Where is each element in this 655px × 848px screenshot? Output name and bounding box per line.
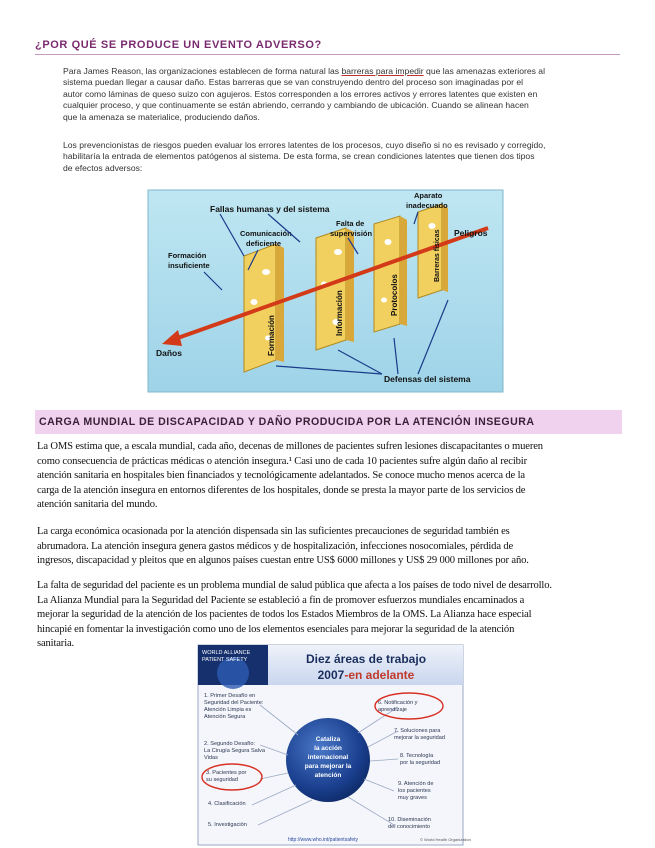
- area-9-line-1: 9. Atención de: [398, 781, 434, 787]
- figure-copyright: © World Health Organization: [420, 837, 471, 842]
- area-7-line-2: mejorar la seguridad: [394, 735, 445, 741]
- text-line: carga de la atención insegura en entornos diferentes de los hospitales, donde se presta la mayor parte de los servicios de: [37, 484, 526, 496]
- text-line: atención sanitaria en hospitales bien financiados y tecnológicamente adelantados. Se conoce mucho menos acerca de la: [37, 470, 525, 482]
- section-heading-band: [35, 410, 622, 434]
- area-6-line-1: 6. Notificación y: [378, 700, 418, 706]
- area-8-line-2: por la seguridad: [400, 760, 441, 766]
- text-line: Para James Reason, las organizaciones establecen de forma natural las barreras para impedir que las amenazas exteriores al: [63, 66, 545, 76]
- area-9-line-2: los pacientes: [398, 788, 431, 794]
- section-heading-evento-adverso: ¿POR QUÉ SE PRODUCE UN EVENTO ADVERSO?: [35, 39, 620, 55]
- label-formacion-insuficiente-1: Formación: [168, 251, 207, 260]
- area-2-line-1: 2. Segundo Desafío:: [204, 741, 256, 747]
- figure-title-line-2: 2007-en adelante: [317, 668, 415, 682]
- logo-line-1: WORLD ALLIANCE: [202, 650, 251, 656]
- text-line: ingresos, discapacidad y pleitos que en algunos países cuestan entre US$ 6000 millones y US$ 29 000 millones por año.: [37, 555, 529, 567]
- center-line-3: internacional: [307, 754, 349, 761]
- text-line: hincapié en fomentar la investigación como uno de los elementos esenciales para mejorar la seguridad de la atención: [37, 623, 515, 635]
- area-7-line-1: 7. Soluciones para: [394, 728, 441, 734]
- prevencionistas-paragraph: [63, 140, 583, 174]
- label-aparato-1: Aparato: [414, 191, 443, 200]
- area-2-line-2: La Cirugía Segura Salva: [204, 748, 265, 754]
- area-1-line-2: Seguridad del Paciente:: [204, 700, 264, 706]
- reason-paragraph: [63, 66, 583, 123]
- slice-label-formacion: Formación: [267, 315, 276, 356]
- text-line: que la amenaza se materialice, produciendo daños.: [63, 111, 260, 122]
- slice-label-barreras: Barreras físicas: [434, 229, 441, 282]
- text-line: abrumadora. La atención insegura genera gastos médicos y de hospitalización, infecciones nosocomiales, pérdida de: [37, 540, 514, 552]
- area-4-line-1: 4. Clasificación: [208, 801, 246, 807]
- center-line-1: Cataliza: [315, 736, 341, 743]
- text-line: de efectos adversos:: [63, 162, 143, 173]
- area-1-line-3: Atención Limpia es: [204, 707, 252, 713]
- text-line: La OMS estima que, a escala mundial, cada año, decenas de millones de pacientes sufren lesiones discapacitantes o mueren: [37, 441, 543, 452]
- figure-url: http://www.who.int/patientsafety: [288, 837, 359, 843]
- label-fallas-humanas: Fallas humanas y del sistema: [210, 204, 330, 214]
- center-line-4: para mejorar la: [304, 763, 352, 770]
- label-comunicacion-1: Comunicación: [240, 229, 292, 238]
- center-line-2: la acción: [314, 745, 342, 752]
- label-falta-supervision-1: Falta de: [336, 219, 365, 228]
- label-defensas: Defensas del sistema: [384, 374, 471, 384]
- oms-paragraph: [37, 440, 620, 513]
- text-line: autor como láminas de queso suizo con agujeros. Estos corresponden a los errores activos y errores latentes que existen en: [63, 88, 538, 99]
- text-line: La carga económica ocasionada por la atención dispensada sin las suficientes precauciones de seguridad también es: [37, 526, 510, 537]
- text-line: Los prevencionistas de riesgos pueden evaluar los errores latentes de los procesos, cuyo diseño si no es revisado y corregido,: [63, 140, 546, 150]
- label-danos: Daños: [156, 348, 182, 358]
- text-line: cualquier proceso, y que continuamente se están abriendo, cerrando y cambiando de ubicación. Cuando se alinean hacen: [63, 100, 529, 111]
- slice-label-informacion: Información: [335, 290, 344, 336]
- area-5-line-1: 5. Investigación: [208, 822, 247, 828]
- label-falta-supervision-2: supervisión: [330, 229, 373, 238]
- text-line: habilitaría la entrada de elementos patógenos al sistema. De esta forma, se crean condiciones latentes que tienen dos tipos: [63, 151, 535, 162]
- text-line: La falta de seguridad del paciente es un problema mundial de salud pública que afecta a los países de todo nivel de desarrollo.: [37, 580, 552, 591]
- area-10-line-1: 10. Diseminación: [388, 817, 431, 823]
- carga-economica-paragraph: [37, 525, 620, 569]
- label-comunicacion-2: deficiente: [246, 239, 282, 248]
- text-line: como consecuencia de prácticas médicas o atención insegura.¹ Casi uno de cada 10 pacientes sufre algún daño al recibir: [37, 455, 527, 467]
- area-3-line-2: su seguridad: [206, 777, 239, 783]
- logo-line-2: PATIENT SAFETY: [202, 657, 248, 663]
- text-line: sistema puedan llegar a causar daño. Estas barreras que se van construyendo dentro del proceso son imaginadas por el: [63, 77, 524, 88]
- who-ten-areas-figure: [198, 645, 471, 845]
- alianza-paragraph: [37, 579, 620, 652]
- area-9-line-3: muy graves: [398, 795, 427, 801]
- text-line: La Alianza Mundial para la Seguridad del Paciente se estableció a fin de promover esfuerzos mundiales encaminados a: [37, 594, 525, 606]
- label-formacion-insuficiente-2: insuficiente: [168, 261, 210, 270]
- area-8-line-1: 8. Tecnología: [400, 753, 434, 759]
- swiss-cheese-diagram: [148, 190, 503, 392]
- area-3-line-1: 3. Pacientes por: [206, 770, 247, 776]
- area-10-line-2: del conocimiento: [388, 824, 430, 830]
- area-2-line-3: Vidas: [204, 755, 218, 761]
- center-line-5: atención: [314, 772, 342, 779]
- area-1-line-1: 1. Primer Desafío en: [204, 693, 256, 699]
- area-6-line-2: aprendizaje: [378, 707, 407, 713]
- slice-label-protocolos: Protocolos: [390, 274, 399, 316]
- area-1-line-4: Atención Segura: [204, 714, 246, 720]
- label-aparato-2: inadecuado: [406, 201, 448, 210]
- label-peligros: Peligros: [454, 228, 488, 238]
- text-line: atención sanitaria del mundo.: [37, 499, 158, 511]
- text-line: sanitaria.: [37, 638, 75, 650]
- section-heading-carga-mundial: CARGA MUNDIAL DE DISCAPACIDAD Y DAÑO PRODUCIDA POR LA ATENCIÓN INSEGURA: [39, 416, 535, 428]
- text-line: mejorar la seguridad de la atención de los pacientes de todos los Estados Miembros de la OMS. La Alianza hace especial: [37, 609, 532, 621]
- figure-title-line-1: Diez áreas de trabajo: [305, 652, 427, 666]
